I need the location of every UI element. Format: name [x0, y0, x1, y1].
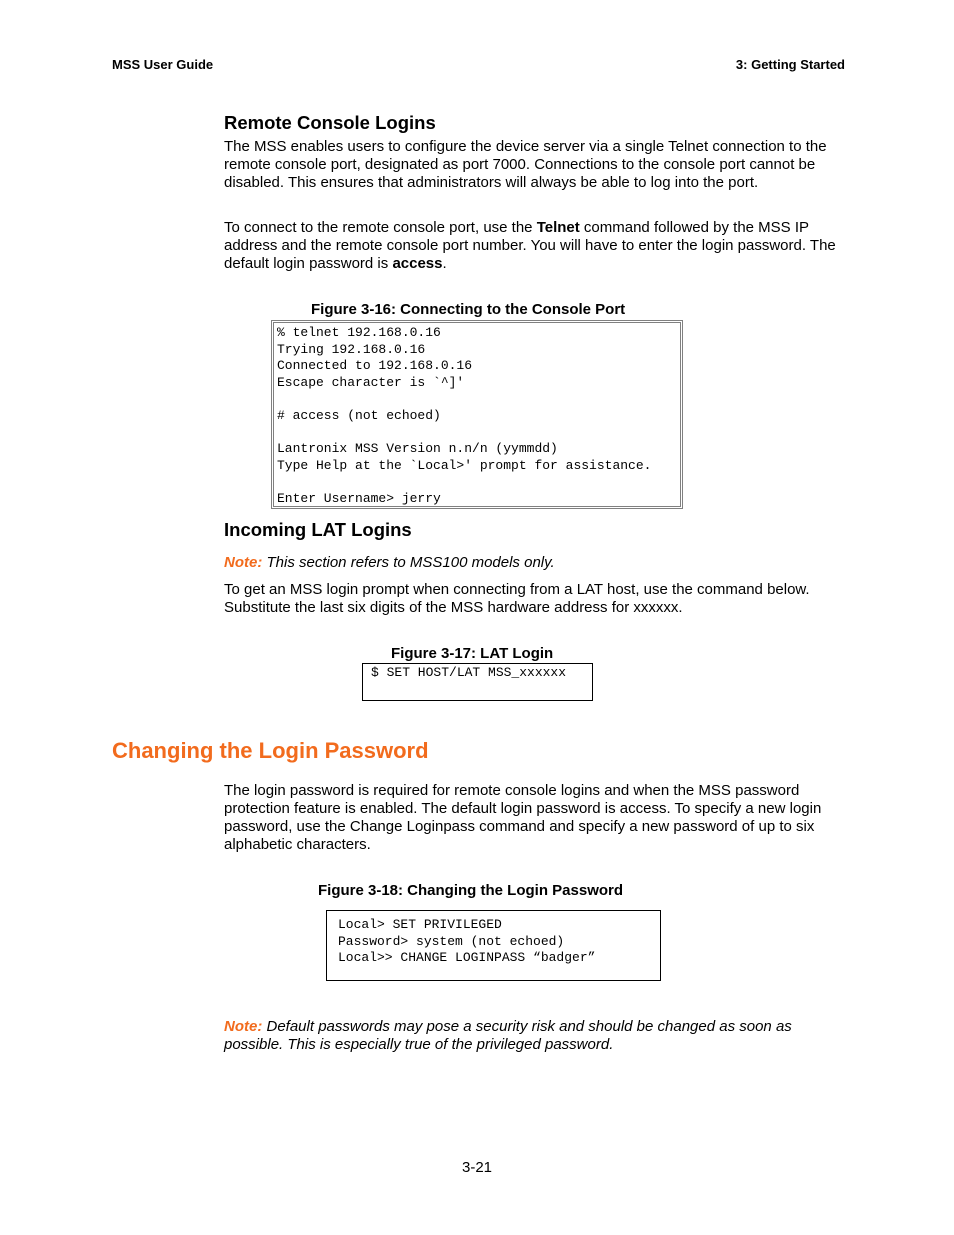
note-text: Default passwords may pose a security risk and should be changed as soon as possible. This is especially true of the privileged password. [224, 1018, 792, 1053]
password-note [224, 1018, 844, 1054]
remote-console-paragraph-2 [224, 219, 844, 273]
running-header-title: MSS User Guide [112, 57, 214, 72]
lat-paragraph: To get an MSS login prompt when connecting from a LAT host, use the command below. Substitute the last six digits of the MSS hardware address for xxxxxx. [224, 581, 810, 616]
note-label: Note: [224, 554, 263, 571]
console-session-code-block: % telnet 192.168.0.16 Trying 192.168.0.16 Connected to 192.168.0.16 Escape character is `^]' # access (not echoed) Lantronix MSS Version n.n/n (yymmdd) Type Help at the `Local>' prompt for assistance. Enter Username> jerry [271, 320, 683, 509]
lat-command-code-block: $ SET HOST/LAT MSS_xxxxxx [362, 663, 593, 701]
figure-3-18-caption: Figure 3-18: Changing the Login Password [318, 882, 624, 899]
lat-note [224, 554, 844, 572]
access-keyword: access [392, 255, 443, 272]
text-run: command followed by the MSS IP address and the remote console port number. You will have to enter the login password. The default login password is [224, 219, 836, 272]
figure-3-16-caption: Figure 3-16: Connecting to the Console Port [311, 301, 626, 318]
section-heading-changing-login-password: Changing the Login Password [112, 738, 429, 763]
page-number: 3-21 [461, 1159, 493, 1176]
text-run: To connect to the remote console port, use the [224, 219, 537, 236]
note-label: Note: [224, 1018, 263, 1035]
change-password-code-block: Local> SET PRIVILEGED Password> system (not echoed) Local>> CHANGE LOGINPASS “badger” [326, 910, 661, 981]
remote-console-paragraph-1: The MSS enables users to configure the device server via a single Telnet connection to the remote console port, designated as port 7000. Connections to the console port cannot be disabled. This ensures that administrators will always be able to log into the port. [224, 138, 827, 191]
password-paragraph: The login password is required for remote console logins and when the MSS password protection feature is enabled. The default login password is access. To specify a new login password, use the Change Loginpass command and specify a new password of up to six alphabetic characters. [224, 782, 822, 853]
remote-console-heading: Remote Console Logins [224, 112, 436, 133]
running-header-chapter: 3: Getting Started [735, 57, 845, 72]
lat-logins-heading: Incoming LAT Logins [224, 519, 412, 540]
text-run: . [442, 255, 447, 272]
telnet-keyword: Telnet [536, 219, 580, 236]
note-text: This section refers to MSS100 models only. [262, 554, 555, 571]
figure-3-17-caption: Figure 3-17: LAT Login [391, 645, 554, 662]
